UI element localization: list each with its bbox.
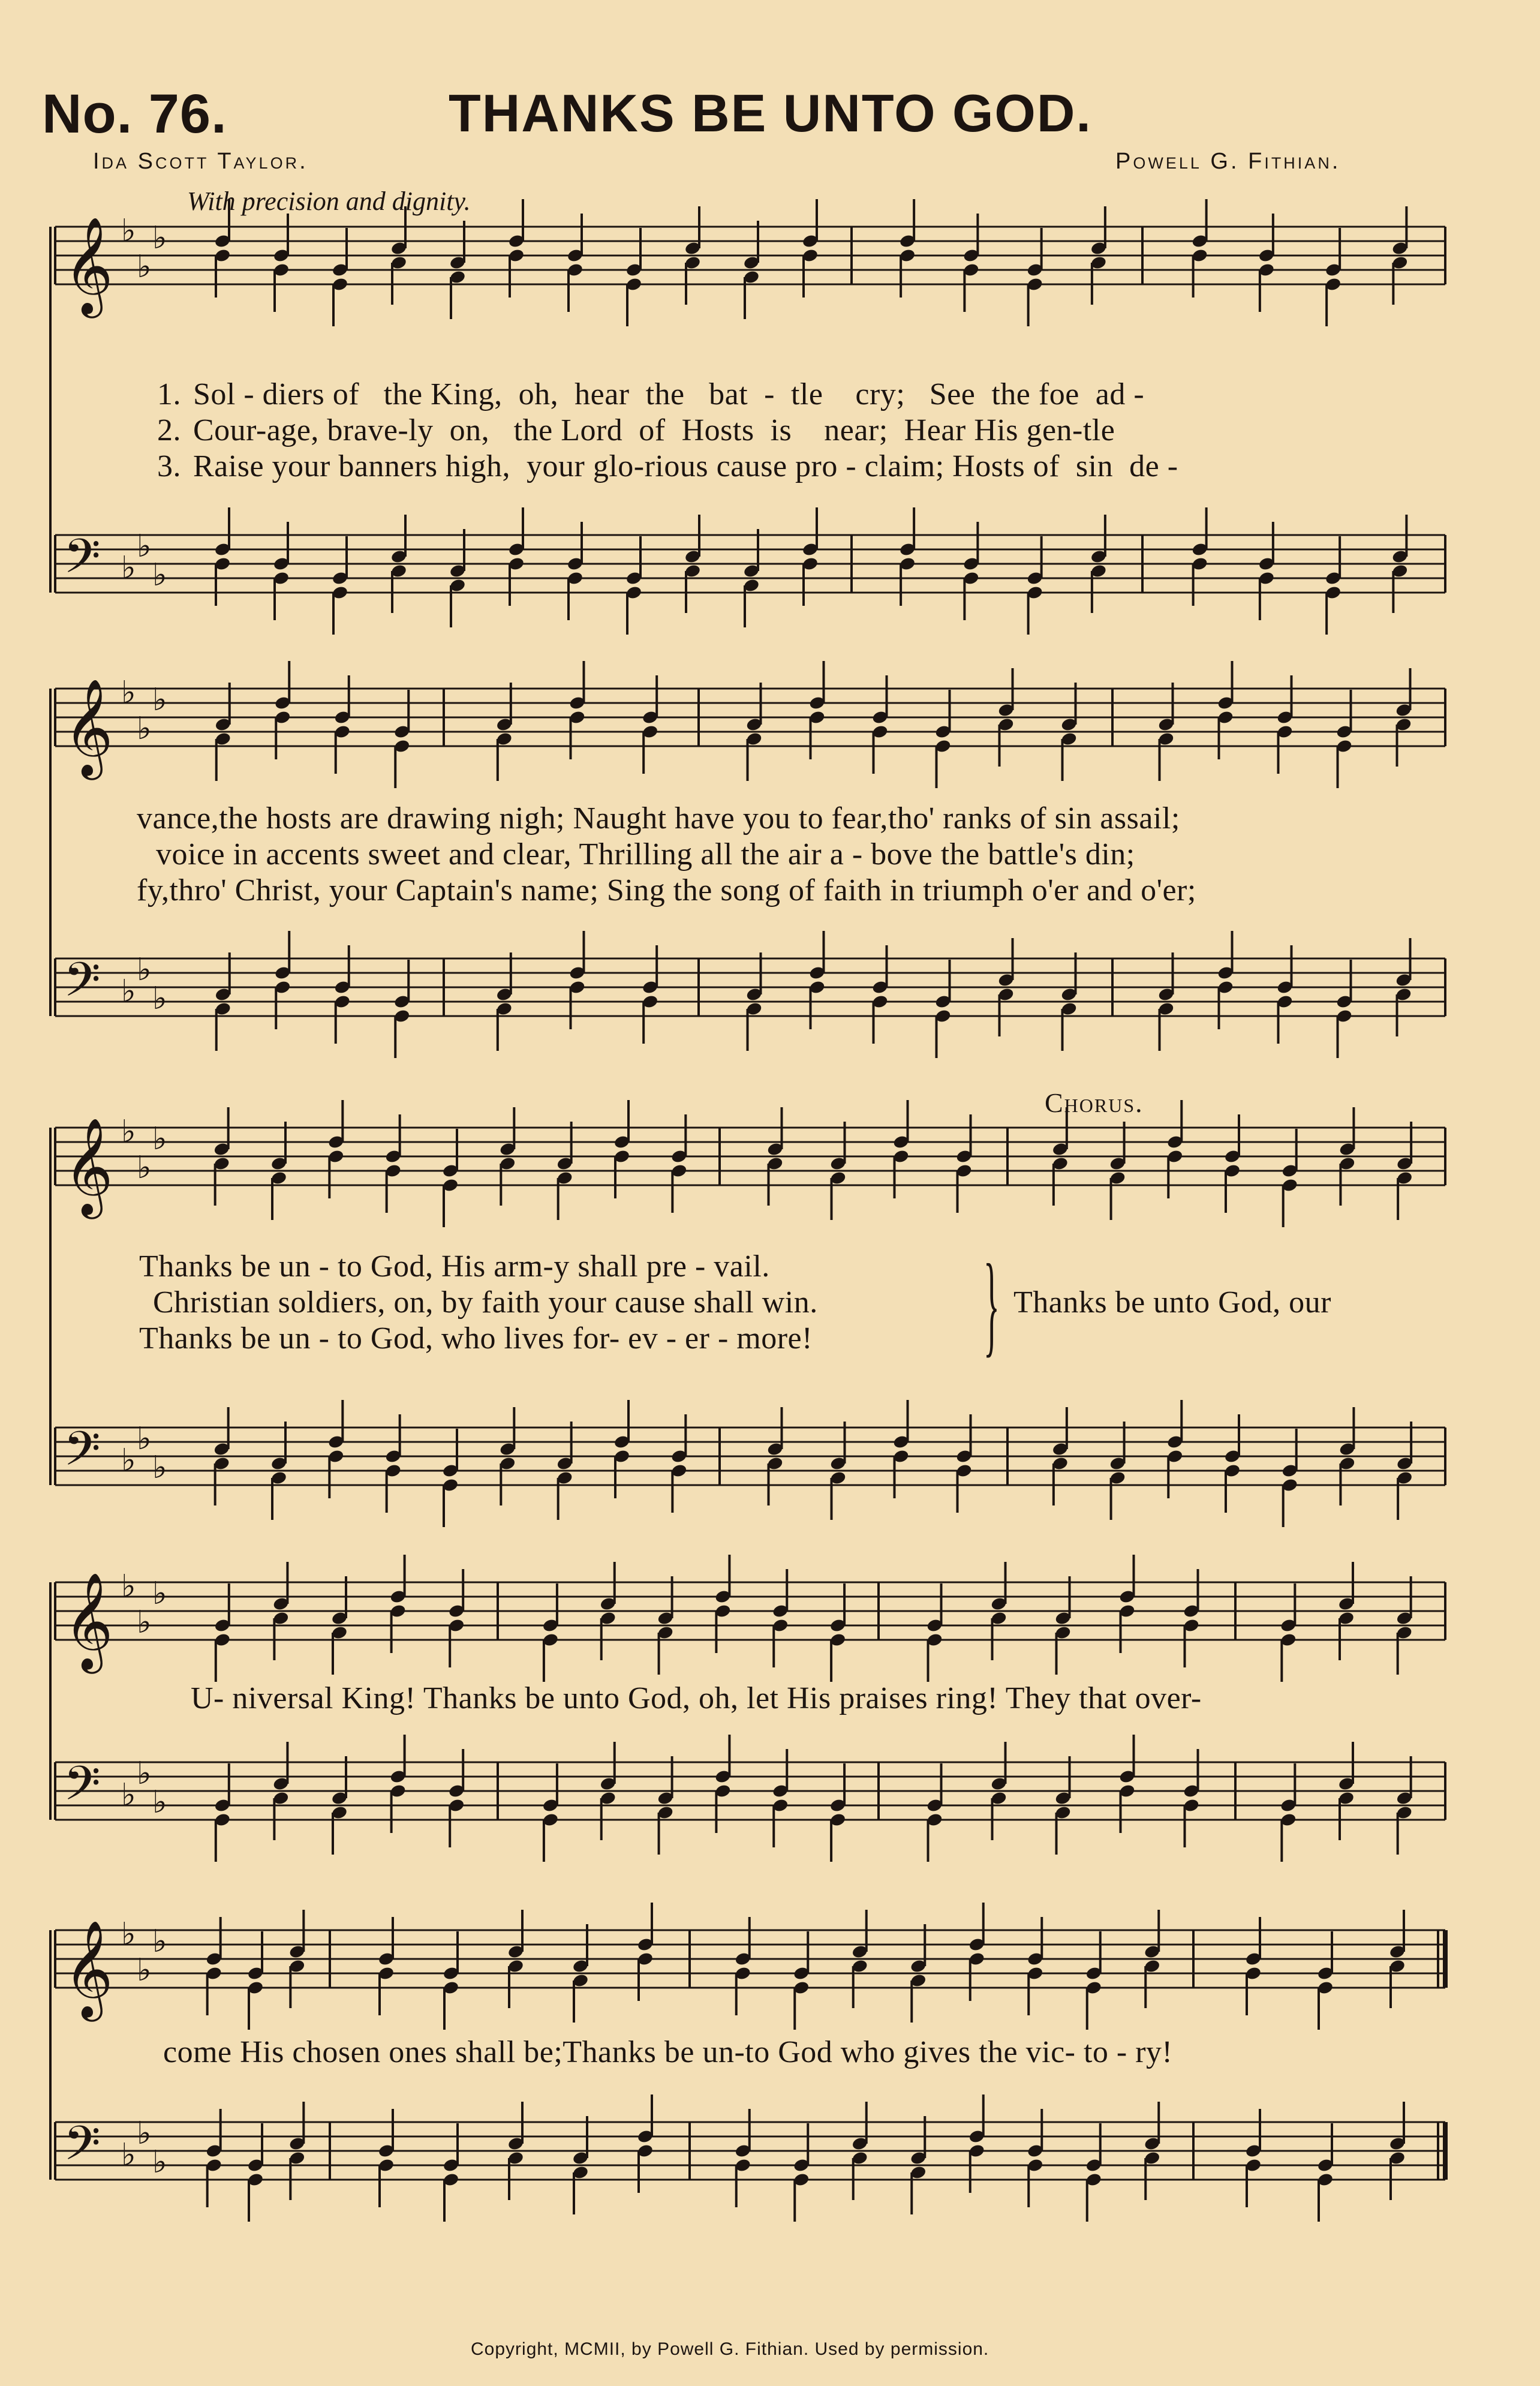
tempo-marking: With precision and dignity. — [187, 187, 471, 216]
flat-icon: ♭ — [137, 952, 152, 988]
flat-icon: ♭ — [121, 1114, 136, 1150]
flat-icon: ♭ — [121, 550, 136, 586]
flat-icon: ♭ — [137, 2115, 152, 2151]
flat-icon: ♭ — [152, 2144, 167, 2180]
flat-icon: ♭ — [152, 1576, 167, 1612]
chorus-brace-lyric: Thanks be unto God, our — [1013, 1285, 1331, 1320]
flat-icon: ♭ — [137, 528, 152, 564]
flat-icon: ♭ — [137, 1150, 152, 1186]
treble-clef-icon: 𝄞 — [64, 1920, 113, 2018]
flat-icon: ♭ — [152, 1450, 167, 1486]
system3-verse2-lyric: Christian soldiers, on, by faith your cause shall win. — [153, 1285, 818, 1320]
bass-clef-icon: 𝄢 — [64, 528, 101, 596]
flat-icon: ♭ — [121, 1777, 136, 1813]
flat-icon: ♭ — [152, 557, 167, 593]
flat-icon: ♭ — [152, 1784, 167, 1820]
flat-icon: ♭ — [152, 220, 167, 256]
flat-icon: ♭ — [137, 1756, 152, 1792]
flat-icon: ♭ — [121, 2137, 136, 2173]
final-barline-thick — [1443, 2122, 1448, 2180]
hymn-title: THANKS BE UNTO GOD. — [449, 83, 1092, 143]
flat-icon: ♭ — [121, 213, 136, 249]
hymn-number: No. 76. — [42, 83, 227, 145]
copyright-notice: Copyright, MCMII, by Powell G. Fithian. Used by permission. — [471, 2339, 989, 2359]
bass-clef-icon: 𝄢 — [64, 2115, 101, 2183]
final-barline-thick — [1443, 1930, 1448, 1988]
flat-icon: ♭ — [137, 1421, 152, 1457]
flat-icon: ♭ — [137, 1952, 152, 1988]
treble-clef-icon: 𝄞 — [64, 217, 113, 314]
treble-clef-icon: 𝄞 — [64, 678, 113, 776]
verse-brace: } — [983, 1242, 1000, 1369]
system2-verse3-lyric: fy,thro' Christ, your Captain's name; Sing the song of faith in triumph o'er and o'er; — [137, 873, 1196, 907]
system1-verse1-lyric: 1. Sol - diers of the King, oh, hear the bat - tle cry; See the foe ad - — [157, 377, 1145, 411]
flat-icon: ♭ — [121, 1443, 136, 1479]
system3-verse1-lyric: Thanks be un - to God, His arm-y shall pre - vail. — [139, 1249, 770, 1284]
system2-verse1-lyric: vance,the hosts are drawing nigh; Naught have you to fear,tho' ranks of sin assail; — [137, 801, 1180, 836]
flat-icon: ♭ — [137, 249, 152, 285]
flat-icon: ♭ — [152, 981, 167, 1017]
system1-verse2-lyric: 2. Cour-age, brave-ly on, the Lord of Hosts is near; Hear His gen-tle — [157, 413, 1115, 447]
flat-icon: ♭ — [137, 1604, 152, 1640]
chorus-label: Chorus. — [1045, 1087, 1144, 1118]
system2-verse2-lyric: voice in accents sweet and clear, Thrilling all the air a - bove the battle's din; — [156, 837, 1135, 872]
system3-verse3-lyric: Thanks be un - to God, who lives for- ev - er - more! — [139, 1321, 813, 1356]
flat-icon: ♭ — [152, 1924, 167, 1960]
flat-icon: ♭ — [152, 1121, 167, 1157]
flat-icon: ♭ — [137, 711, 152, 747]
flat-icon: ♭ — [121, 973, 136, 1009]
bass-clef-icon: 𝄢 — [64, 952, 101, 1019]
lyricist-credit: Ida Scott Taylor. — [93, 149, 308, 174]
system1-verse3-lyric: 3. Raise your banners high, your glo-rious cause pro - claim; Hosts of sin de - — [157, 449, 1178, 483]
flat-icon: ♭ — [121, 1916, 136, 1952]
composer-credit: Powell G. Fithian. — [1115, 149, 1341, 174]
flat-icon: ♭ — [121, 675, 136, 711]
flat-icon: ♭ — [152, 682, 167, 718]
system5-lyric: come His chosen ones shall be;Thanks be un-to God who gives the vic- to - ry! — [163, 2035, 1173, 2069]
treble-clef-icon: 𝄞 — [64, 1572, 113, 1670]
bass-clef-icon: 𝄢 — [64, 1421, 101, 1488]
system4-lyric: U- niversal King! Thanks be unto God, oh, let His praises ring! They that over- — [191, 1681, 1202, 1715]
flat-icon: ♭ — [121, 1568, 136, 1604]
bass-clef-icon: 𝄢 — [64, 1756, 101, 1823]
treble-clef-icon: 𝄞 — [64, 1117, 113, 1215]
